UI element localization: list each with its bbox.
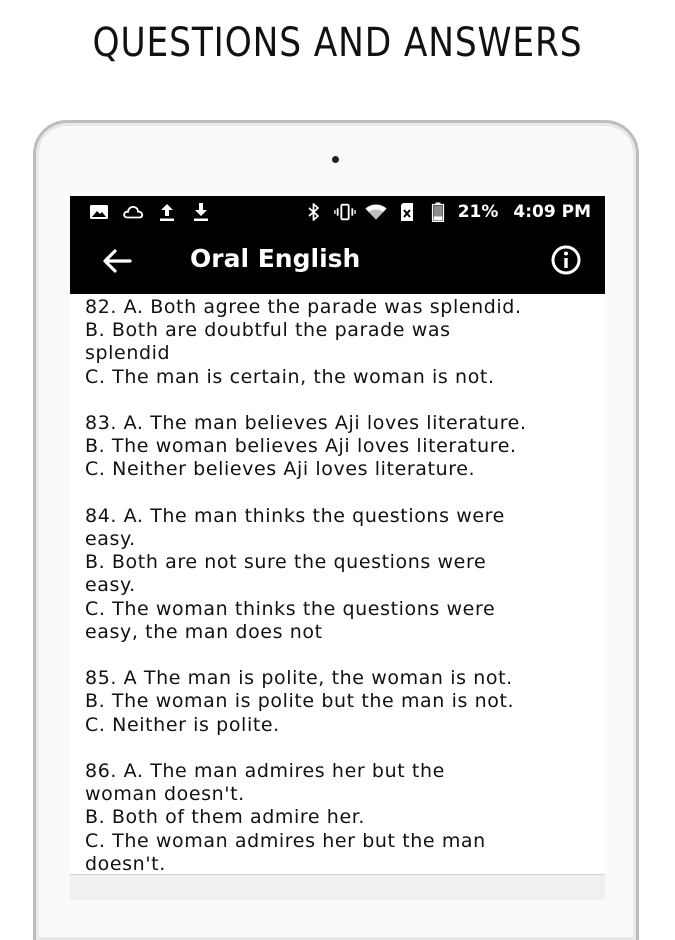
wifi-icon (365, 201, 387, 223)
bottom-panel (70, 874, 605, 900)
question-line: woman doesn't. (85, 783, 245, 806)
question-line: B. Both of them admire her. (85, 806, 366, 829)
marketing-headline: QUESTIONS AND ANSWERS (92, 20, 583, 66)
question-line: B. Both are not sure the questions were (85, 551, 487, 574)
question-line: C. Neither believes Aji loves literature. (85, 458, 476, 481)
question-line: B. Both are doubtful the parade was (85, 319, 451, 342)
status-bar (70, 196, 605, 227)
question-line: easy, the man does not (85, 620, 323, 643)
question-line: 82. A. Both agree the parade was splendid. (85, 296, 522, 318)
questions-content[interactable] (70, 294, 605, 874)
clock: 4:09 PM (513, 202, 591, 222)
question-line: B. The woman is polite but the man is not. (85, 690, 515, 713)
info-icon (550, 244, 582, 276)
no-sim-icon (396, 201, 418, 223)
question-line: easy. (85, 528, 136, 550)
question-line: B. The woman believes Aji loves literature. (85, 435, 517, 458)
question-line: splendid (85, 342, 171, 365)
bluetooth-icon (303, 201, 325, 223)
question-line: 85. A The man is polite, the woman is not. (85, 667, 513, 690)
tablet-camera (332, 156, 339, 163)
question-line: C. Neither is polite. (85, 713, 280, 736)
question-item (85, 412, 605, 482)
status-bar-system (303, 200, 591, 224)
questions-list (85, 296, 605, 874)
question-item (85, 505, 605, 644)
battery-icon (427, 201, 449, 223)
question-line: C. The woman thinks the questions were (85, 597, 496, 620)
arrow-left-icon (102, 248, 132, 274)
back-button[interactable] (100, 244, 134, 278)
cloud-icon (122, 201, 144, 223)
info-button[interactable] (549, 243, 583, 277)
question-line: C. The woman admires her but the man (85, 829, 486, 852)
question-line: 83. A. The man believes Aji loves literature. (85, 412, 527, 434)
image-icon (88, 201, 110, 223)
battery-percent: 21% (457, 202, 499, 222)
question-line: easy. (85, 574, 136, 597)
question-item (85, 667, 605, 737)
status-bar-notifications (88, 200, 212, 224)
question-line: C. The man is certain, the woman is not. (85, 365, 495, 388)
app-bar (70, 227, 605, 294)
question-line: doesn't. (85, 852, 166, 874)
question-item (85, 296, 605, 389)
vibrate-icon (334, 201, 356, 223)
question-line: 86. A. The man admires her but the (85, 760, 445, 782)
device-screen (70, 196, 605, 900)
upload-icon (156, 201, 178, 223)
page-title: Oral English (190, 244, 361, 273)
question-line: 84. A. The man thinks the questions were (85, 504, 505, 527)
question-item (85, 760, 605, 874)
download-icon (190, 201, 212, 223)
